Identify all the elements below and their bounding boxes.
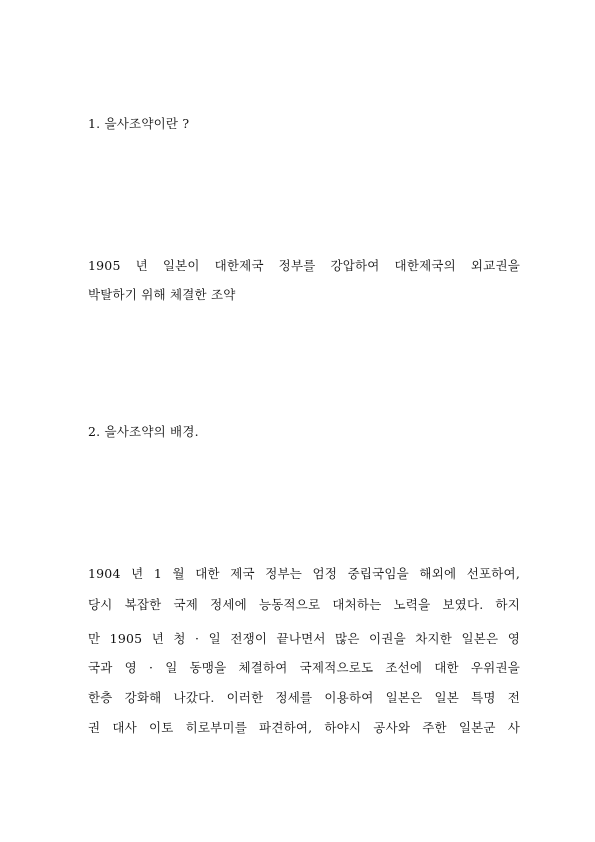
section-heading-2: 2. 을사조약의 배경. xyxy=(88,424,199,439)
section-heading-1: 1. 을사조약이란 ? xyxy=(88,116,190,131)
paragraph-line: 만 1905 년 청 · 일 전쟁이 끝나면서 많은 이권을 차지한 일본은 영 xyxy=(88,631,520,646)
paragraph-line: 권 대사 이토 히로부미를 파견하여, 하야시 공사와 주한 일본군 사 xyxy=(88,720,520,735)
paragraph-line: 국과 영 · 일 동맹을 체결하여 국제적으로도 조선에 대한 우위권을 xyxy=(88,660,520,675)
paragraph-line: 한층 강화해 나갔다. 이러한 정세를 이용하여 일본은 일본 특명 전 xyxy=(88,690,520,705)
paragraph-line: 1905 년 일본이 대한제국 정부를 강압하여 대한제국의 외교권을 xyxy=(88,258,520,273)
paragraph-line: 1904 년 1 월 대한 제국 정부는 엄정 중립국임을 해외에 선포하여, xyxy=(88,566,520,581)
paragraph-line: 당시 복잡한 국제 정세에 능동적으로 대처하는 노력을 보였다. 하지 xyxy=(88,597,520,612)
paragraph-line: 박탈하기 위해 체결한 조약 xyxy=(88,287,236,302)
